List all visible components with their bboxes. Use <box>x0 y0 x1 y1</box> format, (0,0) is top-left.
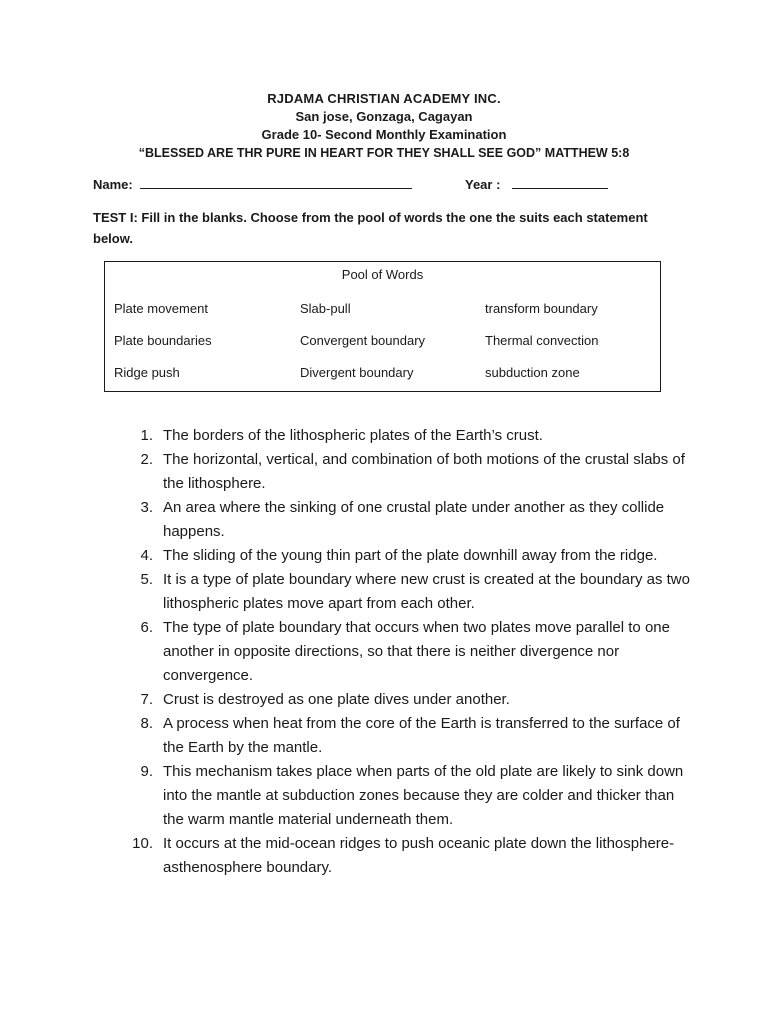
school-name: RJDAMA CHRISTIAN ACADEMY INC. <box>267 91 501 106</box>
question-number: 10. <box>132 835 153 852</box>
name-label: Name: <box>93 177 133 192</box>
question-number: 2. <box>140 451 153 468</box>
pool-word: Thermal convection <box>485 333 599 348</box>
pool-word: Slab-pull <box>300 301 351 316</box>
pool-word: Plate boundaries <box>114 333 212 348</box>
school-address: San jose, Gonzaga, Cagayan <box>295 109 473 124</box>
question-number: 9. <box>140 763 153 780</box>
question-number: 5. <box>140 571 153 588</box>
question-text: It occurs at the mid-ocean ridges to push oceanic plate down the lithosphere-asthenosphere boundary. <box>163 835 675 876</box>
pool-word: Convergent boundary <box>300 333 426 348</box>
question-number: 7. <box>140 691 153 708</box>
question-item <box>130 688 690 712</box>
year-blank[interactable] <box>512 176 608 189</box>
question-number: 4. <box>140 547 153 564</box>
question-item <box>130 568 690 616</box>
question-text: Crust is destroyed as one plate dives under another. <box>163 691 510 708</box>
question-text: A process when heat from the core of the Earth is transferred to the surface of the Earth by the mantle. <box>163 715 680 756</box>
question-number: 8. <box>140 715 153 732</box>
question-item <box>130 760 690 832</box>
question-number: 3. <box>140 499 153 516</box>
exam-title: Grade 10- Second Monthly Examination <box>261 127 507 142</box>
question-item <box>130 424 690 448</box>
question-text: The borders of the lithospheric plates of the Earth’s crust. <box>163 427 543 444</box>
question-item <box>130 616 690 688</box>
question-text: The sliding of the young thin part of the plate downhill away from the ridge. <box>163 547 658 564</box>
question-text: It is a type of plate boundary where new crust is created at the boundary as two lithospheric plates move apart from each other. <box>163 571 690 612</box>
pool-title: Pool of Words <box>341 267 424 282</box>
pool-word: Plate movement <box>114 301 208 316</box>
bible-quote: “BLESSED ARE THR PURE IN HEART FOR THEY SHALL SEE GOD” MATTHEW 5:8 <box>138 146 630 160</box>
question-number: 6. <box>140 619 153 636</box>
test-instructions: TEST I: Fill in the blanks. Choose from the pool of words the one the suits each statement below. <box>93 210 648 246</box>
pool-word: transform boundary <box>485 301 598 316</box>
name-field <box>93 176 412 192</box>
question-text: This mechanism takes place when parts of the old plate are likely to sink down into the mantle at subduction zones because they are colder and thicker than the warm mantle material underneath them. <box>163 763 684 828</box>
name-blank[interactable] <box>140 176 412 189</box>
exam-header <box>0 90 768 162</box>
pool-of-words-box <box>104 261 661 392</box>
question-text: An area where the sinking of one crustal plate under another as they collide happens. <box>163 499 665 540</box>
question-text: The horizontal, vertical, and combination of both motions of the crustal slabs of the lithosphere. <box>163 451 685 492</box>
question-item <box>130 712 690 760</box>
pool-word: subduction zone <box>485 365 580 380</box>
question-list <box>130 424 690 880</box>
question-number: 1. <box>140 427 153 444</box>
year-field <box>465 176 608 192</box>
question-item <box>130 496 690 544</box>
question-item <box>130 448 690 496</box>
question-item <box>130 832 690 880</box>
question-text: The type of plate boundary that occurs when two plates move parallel to one another in opposite directions, so that there is neither divergence nor convergence. <box>163 619 670 684</box>
pool-word: Ridge push <box>114 365 180 380</box>
question-item <box>130 544 690 568</box>
year-label: Year : <box>465 177 501 192</box>
pool-word: Divergent boundary <box>300 365 414 380</box>
